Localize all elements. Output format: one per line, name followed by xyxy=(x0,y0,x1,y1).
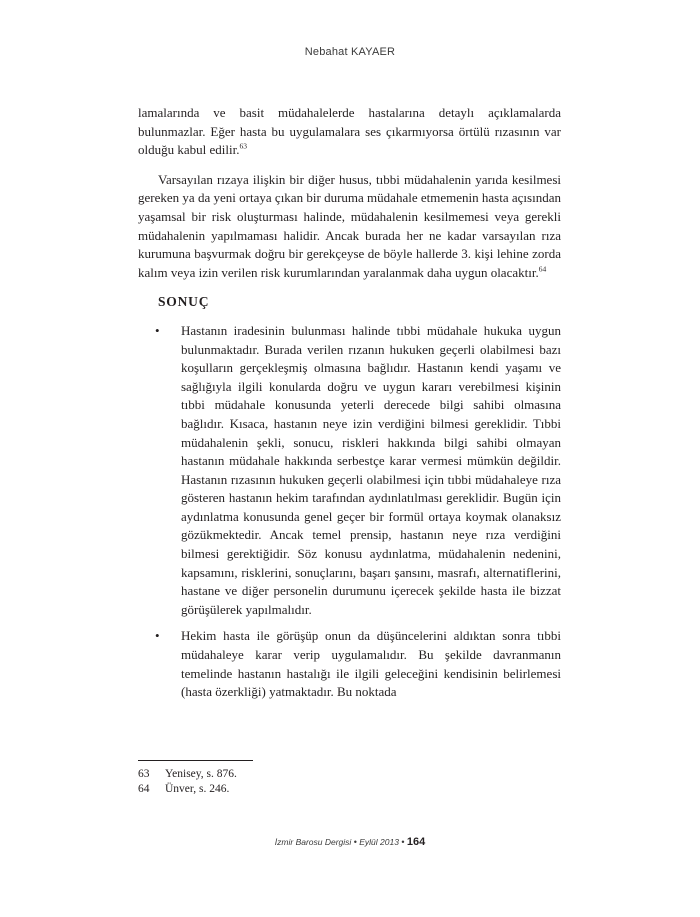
footnote-text: Ünver, s. 246. xyxy=(165,783,230,795)
list-item xyxy=(138,322,561,620)
footnotes xyxy=(138,767,438,797)
page-number: 164 xyxy=(406,836,426,848)
paragraph-text: lamalarında ve basit müdahalelerde hastalarına detaylı açıklamalarda bulunmazlar. Eğer hasta bu uygulamalara ses çıkarmıyorsa örtülü rızasının var olduğu kabul edilir. xyxy=(138,105,561,158)
footnote-ref-63[interactable]: 63 xyxy=(239,141,247,151)
list-item-text: Hekim hasta ile görüşüp onun da düşüncelerini aldıktan sonra tıbbi müdahaleye karar verip uygulamalıdır. Bu şekilde davranmanın temelinde hastanın hastalığı ile ilgili geleceğini kendisinin belirlemesi (hasta özerkliği) yatmaktadır. Bu noktada xyxy=(181,628,561,700)
running-head: Nebahat KAYAER xyxy=(304,46,396,58)
footnote-64 xyxy=(138,782,438,797)
bullet-icon: • xyxy=(155,628,160,644)
paragraph-continued xyxy=(138,104,561,160)
bullet-icon: • xyxy=(155,322,160,338)
footnote-divider xyxy=(138,760,253,761)
list-item xyxy=(138,627,561,701)
footer-separator: • xyxy=(401,837,405,847)
list-item-text: Hastanın iradesinin bulunması halinde tıbbi müdahale hukuka uygun bulunmaktadır. Burada verilen rızanın hukuken geçerli olabilmesi bazı koşulların gerçekleşmiş olmasına bağlıdır. Hastanın kendi yaşamı ve sağlığıyla ilgili konularda doğru ve uygun kararı verebilmesi kişinin tıbbi müdahale konusunda yeterli derecede bilgi sahibi olmasına bağlıdır. Kısaca, hastanın neye izin verdiğini bilmesi gereklidir. Tıbbi müdahalenin şekli, sonucu, riskleri hakkında bilgi sahibi olmayan hastanın müdahale hakkında serbestçe karar vermesi mümkün değildir. Hastanın rızasının hukuken geçerli olabilmesi için tıbbi müdahaleye rıza gösteren hastanın hekim tarafından aydınlatılması gereklidir. Bugün için aydınlatma konusunda genel geçer bir formül ortaya koymak olanaksız gözükmektedir. Ancak temel prensip, hastanın neye rıza verdiğini bilmesi gerektiğidir. Söz konusu aydınlatma, müdahalenin nedenini, kapsamını, risklerini, sonuçlarını, başarı şansını, masrafı, alternatiflerini, hastane ve diğer personelin durumunu içerecek şekilde hasta ile bizzat görüşülerek yapılmalıdır. xyxy=(181,322,561,617)
paragraph-text: Varsayılan rızaya ilişkin bir diğer husus, tıbbi müdahalenin yarıda kesilmesi gereken ya da yeni ortaya çıkan bir duruma müdahale etmemenin hasta açısından yaşamsal bir risk oluşturması halinde, müdahalenin kesilmemesi veya gerekli müdahalenin yapılmaması halidir. Ancak burada her ne kadar varsayılan rıza kurumuna başvurmak doğru bir gerekçeyse de böyle hallerde 3. kişi lehine zorda kalım veya izin verilen risk kurumlarından yaralanmak daha uygun olacaktır. xyxy=(138,171,561,280)
paragraph-presumed-consent xyxy=(138,171,561,283)
footnote-63 xyxy=(138,767,438,782)
footnote-number: 64 xyxy=(138,783,150,795)
footnote-text: Yenisey, s. 876. xyxy=(165,768,237,780)
journal-name: İzmir Barosu Dergisi xyxy=(274,837,352,847)
page-body xyxy=(138,104,561,710)
issue-date: Eylül 2013 xyxy=(359,837,399,847)
page-footer xyxy=(0,836,700,848)
footer-separator: • xyxy=(353,837,357,847)
conclusion-list xyxy=(138,322,561,702)
footnote-number: 63 xyxy=(138,768,150,780)
section-heading: SONUÇ xyxy=(158,294,210,310)
footnote-ref-64[interactable]: 64 xyxy=(538,264,547,274)
